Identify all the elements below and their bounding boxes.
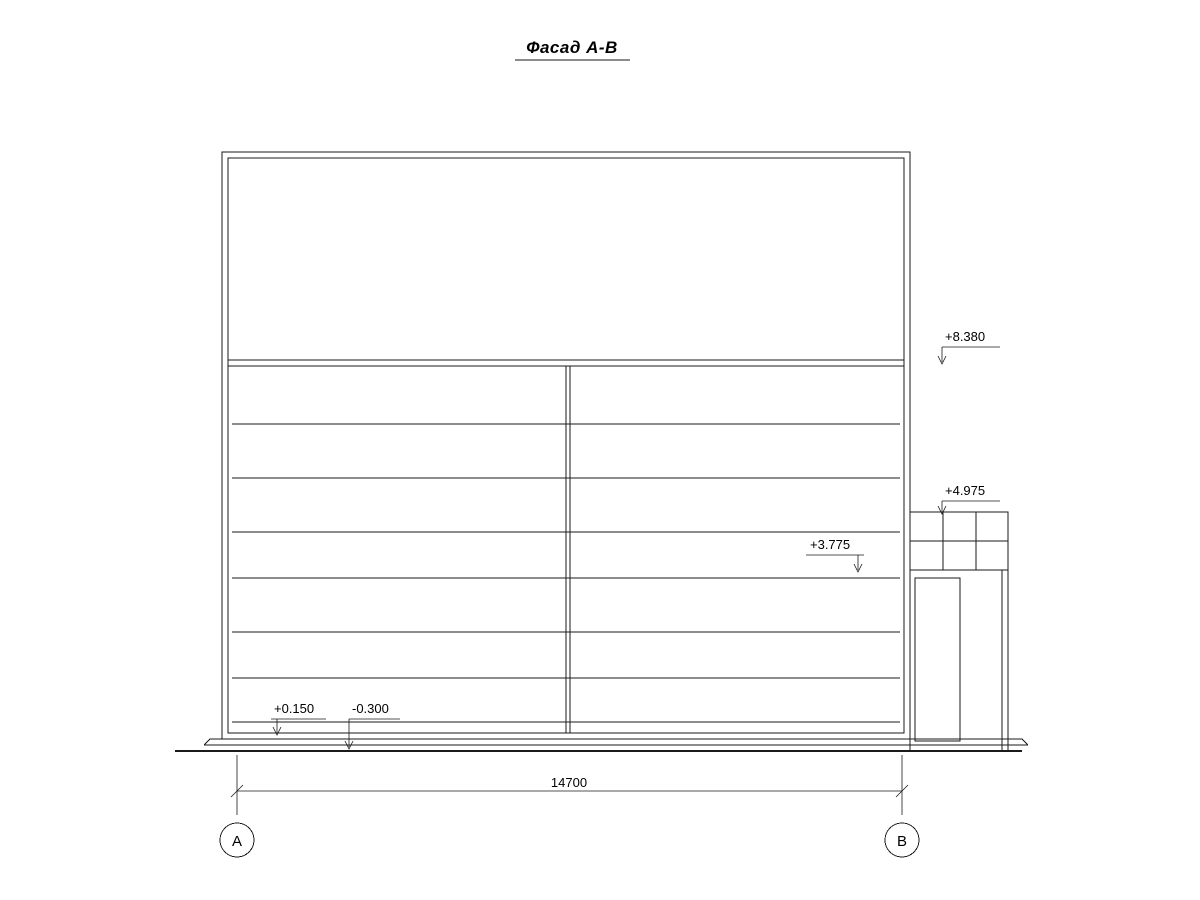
axis-label: А — [231, 833, 243, 850]
level-label: +4.975 — [945, 483, 986, 498]
dim-value: 14700 — [550, 775, 588, 790]
plinth-right-chamfer — [1022, 739, 1028, 745]
level-label: -0.300 — [352, 701, 389, 716]
axis-bubble-a — [220, 823, 254, 857]
level-label: +0.150 — [274, 701, 315, 716]
overall-dimension-group — [231, 755, 908, 815]
level-label: +3.775 — [810, 537, 851, 552]
level-label: +8.380 — [945, 329, 986, 344]
level-marker-4975 — [938, 483, 1000, 514]
axis-bubble-b — [885, 823, 919, 857]
level-marker-8380 — [938, 329, 1000, 364]
axis-label: В — [896, 833, 908, 850]
drawing-title: Фасад А-В — [526, 38, 618, 57]
annex-door — [915, 578, 960, 741]
plinth-left-chamfer — [204, 739, 210, 745]
right-annex-group — [910, 512, 1008, 751]
annex-outline — [910, 512, 1008, 751]
